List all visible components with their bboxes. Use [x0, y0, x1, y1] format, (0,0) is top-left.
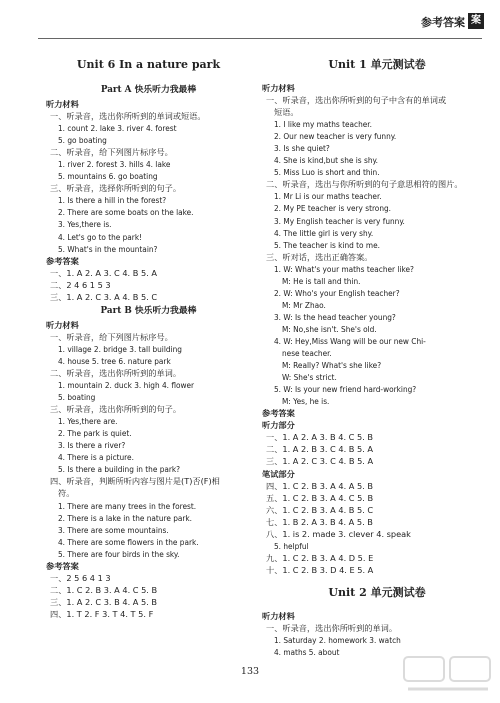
answer-line: 1. Mr Li is our maths teacher. [274, 191, 382, 202]
answer-line: 1. mountain 2. duck 3. high 4. flower [58, 380, 195, 391]
answer-line: 2. W: Who's your English teacher? [274, 287, 400, 298]
dialogue-line: M: Yes, he is. [282, 396, 330, 407]
answer-line: 5. Is there a building in the park? [58, 464, 181, 475]
answer-line: 4. Let's go to the park! [58, 231, 143, 242]
question-line: 一、1. A 2. A 3. C 4. B 5. A [50, 267, 157, 278]
question-line: 三、听录音，选择你所听到的句子。 [50, 183, 182, 194]
answer-line: 4. W: Hey,Miss Wang will be our new Chi- [274, 335, 426, 346]
answer-line: 1. Saturday 2. homework 3. watch [274, 635, 401, 646]
question-line: 一、听录音，选出你所听到的单词。 [266, 622, 398, 633]
answer-line: 短语。 [274, 107, 299, 118]
dialogue-line: nese teacher. [282, 348, 332, 359]
right-column [262, 48, 492, 658]
answer-line: 2. My PE teacher is very strong. [274, 203, 391, 214]
question-line: 四、听录音，判断所听内容与图片是(T)否(F)相 [50, 476, 220, 487]
answer-line: 3. My English teacher is very funny. [274, 215, 405, 226]
part-title: Part A 快乐听力我最棒 [100, 85, 197, 95]
section-heading: 听力材料 [262, 83, 295, 93]
answer-line: 5. The teacher is kind to me. [274, 239, 380, 250]
question-line: 二、2 4 6 1 5 3 [50, 279, 111, 290]
answer-line: 5. Miss Luo is short and thin. [274, 167, 380, 178]
question-line: 一、听录音，选出你所听到的单词或短语。 [50, 111, 206, 122]
answer-line: 4. maths 5. about [274, 647, 340, 658]
answer-line: 4. house 5. tree 6. nature park [58, 355, 171, 366]
answer-line: 2. Our new teacher is very funny. [274, 131, 397, 142]
question-line: 一、1. A 2. A 3. B 4. C 5. B [266, 432, 374, 443]
answer-line: 5. go boating [58, 135, 107, 146]
answer-line: 1. village 2. bridge 3. tall building [58, 343, 182, 354]
answer-line: 4. The little girl is very shy. [274, 227, 374, 238]
question-line: 六、1. C 2. B 3. A 4. B 5. C [266, 504, 374, 515]
question-line: 四、1. C 2. B 3. A 4. A 5. B [266, 480, 374, 491]
unit-title: Unit 2 单元测试卷 [328, 585, 426, 599]
question-line: 二、1. C 2. B 3. A 4. C 5. B [50, 584, 158, 595]
answer-line: 5. helpful [274, 540, 309, 551]
question-line: 十、1. C 2. B 3. D 4. E 5. A [266, 564, 374, 575]
answer-line: 1. Yes,there are. [58, 416, 118, 427]
question-line: 三、听录音，选出你所听到的句子。 [50, 404, 182, 415]
question-line: 二、听录音，选出与你所听到的句子意思相符的图片。 [266, 179, 463, 190]
answer-line: 3. Is there a river? [58, 440, 126, 451]
answer-line: 1. Is there a hill in the forest? [58, 195, 167, 206]
answer-line: 2. There is a lake in the nature park. [58, 512, 193, 523]
answer-line: 5. boating [58, 392, 96, 403]
question-line: 三、1. A 2. C 3. C 4. B 5. A [266, 456, 374, 467]
question-line: 三、1. A 2. C 3. B 4. A 5. B [50, 596, 158, 607]
dialogue-line: M: Really? What's she like? [282, 360, 382, 371]
dialogue-line: M: No,she isn't. She's old. [282, 323, 377, 334]
dialogue-line: M: Mr Zhao. [282, 299, 326, 310]
section-heading: 听力材料 [46, 319, 79, 330]
question-line: 八、1. is 2. made 3. clever 4. speak [266, 528, 411, 539]
answer-line: 3. Is she quiet? [274, 143, 330, 154]
answer-line: 2. There are some boats on the lake. [58, 207, 194, 218]
question-line: 一、听录音，给下列图片标序号。 [50, 331, 173, 342]
section-heading: 参考答案 [46, 255, 79, 266]
answer-line: 5. What's in the mountain? [58, 243, 158, 254]
answer-line: 1. I like my maths teacher. [274, 119, 372, 130]
answer-line: 4. There are some flowers in the park. [58, 536, 199, 547]
answer-line: 5. mountains 6. go boating [58, 171, 158, 182]
watermark-logo [402, 655, 494, 697]
question-line: 七、1. B 2. A 3. B 4. A 5. B [266, 516, 373, 527]
unit-title: Unit 6 In a nature park [76, 58, 221, 71]
answer-line: 1. There are many trees in the forest. [58, 500, 197, 511]
section-heading: 参考答案 [46, 560, 79, 571]
answer-line: 符。 [58, 488, 75, 499]
answer-line: 5. There are four birds in the sky. [58, 548, 180, 559]
answer-line: 2. The park is quiet. [58, 428, 132, 439]
dialogue-line: W: She's strict. [282, 372, 337, 383]
header-tag: 案 [468, 13, 484, 29]
dialogue-line: M: He is tall and thin. [282, 275, 361, 286]
section-heading: 笔试部分 [262, 468, 295, 479]
part-title: Part B 快乐听力我最棒 [100, 305, 197, 316]
section-heading: 听力材料 [262, 610, 295, 621]
question-line: 四、1. T 2. F 3. T 4. T 5. F [50, 608, 154, 619]
answer-line: 1. count 2. lake 3. river 4. forest [58, 123, 177, 134]
answer-line: 3. Yes,there is. [58, 219, 112, 230]
header-label: 参考答案 [421, 16, 465, 29]
question-line: 九、1. C 2. B 3. A 4. D 5. E [266, 552, 374, 563]
unit-title: Unit 1 单元测试卷 [328, 58, 426, 71]
question-line: 三、1. A 2. C 3. A 4. B 5. C [50, 291, 158, 302]
page-number: 133 [240, 666, 260, 677]
answer-line: 4. There is a picture. [58, 452, 134, 463]
section-heading: 参考答案 [262, 408, 295, 419]
answer-line: 4. She is kind,but she is shy. [274, 155, 379, 166]
answer-line: 3. There are some mountains. [58, 524, 169, 535]
section-heading: 听力材料 [46, 99, 79, 109]
answer-line: 3. W: Is the head teacher young? [274, 311, 396, 322]
answer-line: 5. W: Is your new friend hard-working? [274, 384, 417, 395]
left-column [46, 48, 251, 620]
question-line: 二、1. A 2. B 3. C 4. B 5. A [266, 444, 374, 455]
answer-line: 1. river 2. forest 3. hills 4. lake [58, 159, 171, 170]
header-rule [38, 38, 482, 39]
question-line: 三、听对话，选出正确答案。 [266, 251, 373, 262]
question-line: 一、听录音，选出你所听到的句子中含有的单词或 [266, 95, 447, 106]
question-line: 二、听录音，给下列图片标序号。 [50, 147, 173, 158]
question-line: 二、听录音，选出你所听到的单词。 [50, 367, 182, 378]
section-heading: 听力部分 [262, 420, 295, 431]
question-line: 一、2 5 6 4 1 3 [50, 572, 111, 583]
question-line: 五、1. C 2. B 3. A 4. C 5. B [266, 492, 374, 503]
answer-line: 1. W: What's your maths teacher like? [274, 263, 414, 274]
